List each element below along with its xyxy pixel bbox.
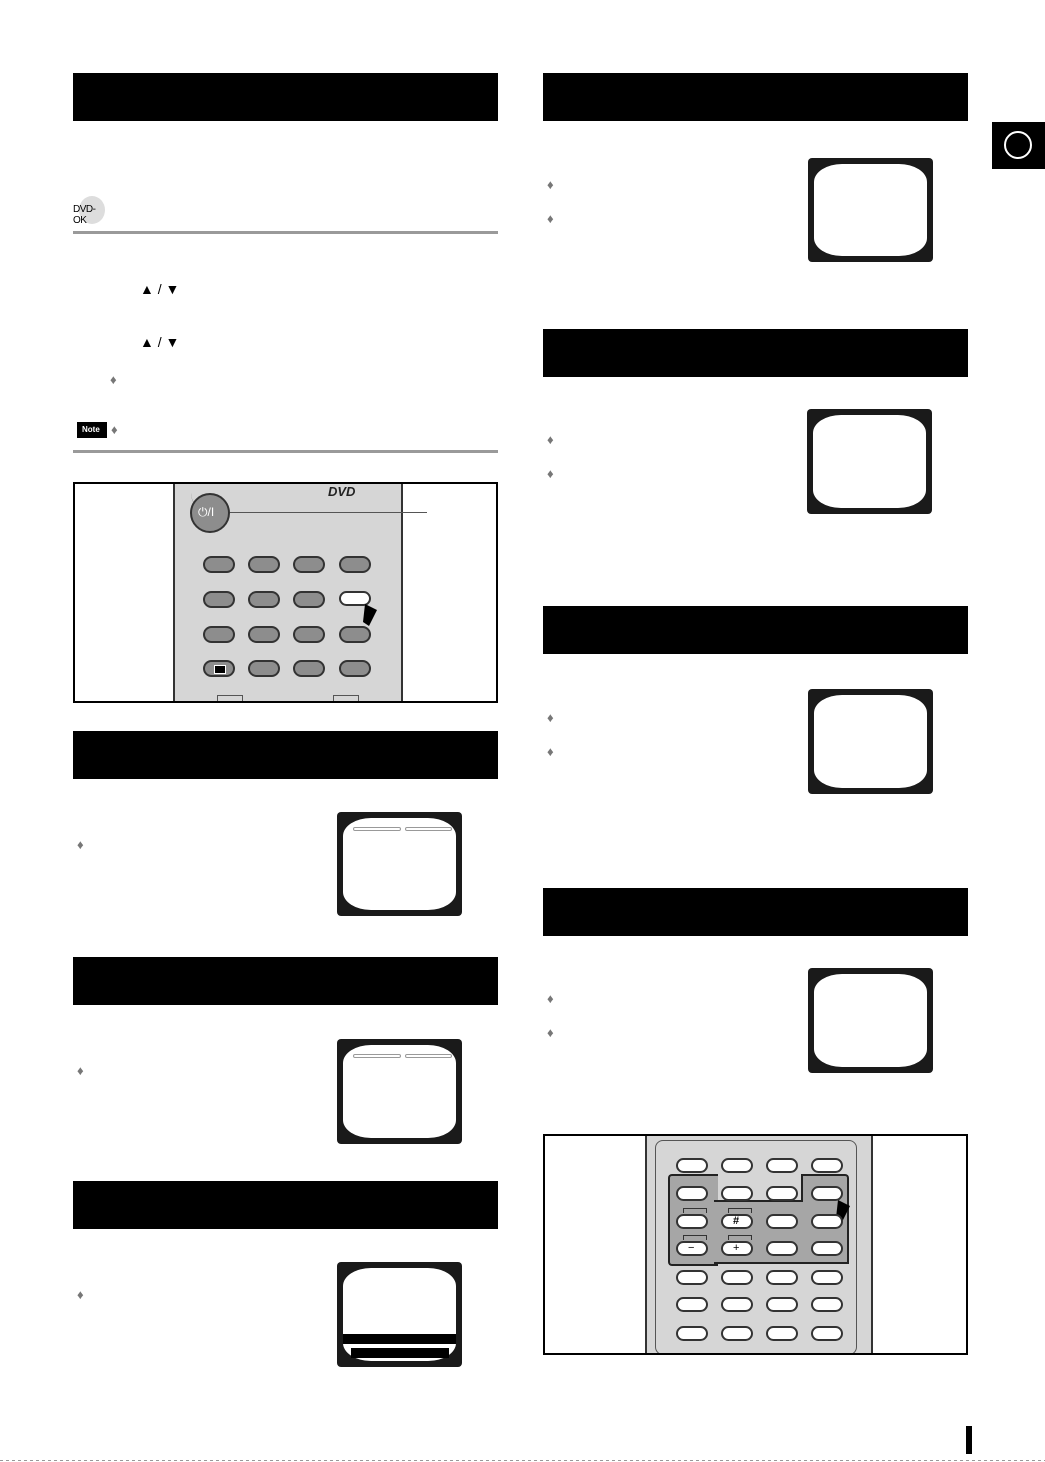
remote-button	[339, 556, 371, 573]
bullet-icon: ♦	[547, 177, 554, 192]
bracket-mark	[728, 1208, 752, 1213]
section-header-bar	[73, 1181, 498, 1229]
bullet-icon: ♦	[77, 837, 84, 852]
remote-slot	[217, 695, 243, 703]
remote-button	[766, 1214, 798, 1229]
remote-button	[811, 1297, 843, 1312]
tv-screen	[337, 1262, 462, 1367]
section-header-bar	[543, 606, 968, 654]
bullet-icon: ♦	[110, 372, 117, 387]
tv-screen	[337, 1039, 462, 1144]
remote-button	[721, 1186, 753, 1201]
remote-slot	[333, 695, 359, 703]
remote-button	[676, 1158, 708, 1173]
bracket-mark	[683, 1208, 707, 1213]
remote-button	[811, 1241, 843, 1256]
section-header-bar	[543, 73, 968, 121]
remote-button	[339, 660, 371, 677]
power-button	[190, 493, 230, 533]
dolby-icon	[214, 665, 226, 674]
dvd-ok-logo	[73, 196, 107, 226]
remote-illustration-top	[73, 482, 498, 703]
brand-logo-text: DVD	[328, 484, 356, 499]
remote-button	[676, 1214, 708, 1229]
remote-button	[203, 660, 235, 677]
osd-indicator	[405, 1054, 452, 1058]
hash-button	[721, 1214, 753, 1229]
bottom-dotted-rule	[0, 1460, 1045, 1461]
up-down-arrows-icon: ▲ / ▼	[140, 281, 180, 297]
osd-indicator	[353, 1054, 401, 1058]
remote-button	[203, 556, 235, 573]
remote-button	[766, 1297, 798, 1312]
bullet-icon: ♦	[547, 432, 554, 447]
dvd-ok-logo-text: DVD-OK	[73, 204, 96, 226]
hash-icon: #	[733, 1215, 740, 1227]
section-header-bar	[543, 888, 968, 936]
tv-screen	[807, 409, 932, 514]
section-header-bar	[73, 731, 498, 779]
bullet-icon: ♦	[547, 710, 554, 725]
bullet-icon: ♦	[547, 1025, 554, 1040]
remote-button	[766, 1270, 798, 1285]
plus-button	[721, 1241, 753, 1256]
section-header-bar	[543, 329, 968, 377]
tv-screen	[808, 689, 933, 794]
remote-button	[811, 1214, 843, 1229]
remote-button	[766, 1158, 798, 1173]
remote-button	[248, 626, 280, 643]
bracket-mark	[683, 1235, 707, 1240]
remote-button	[293, 591, 325, 608]
bullet-icon: ♦	[77, 1287, 84, 1302]
bullet-icon: ♦	[547, 991, 554, 1006]
section-header-bar	[73, 957, 498, 1005]
page-number-bar	[966, 1426, 972, 1454]
osd-indicator	[405, 827, 452, 831]
power-icon: ⏻/I	[198, 505, 215, 519]
remote-button	[676, 1270, 708, 1285]
remote-button	[721, 1158, 753, 1173]
remote-button	[203, 626, 235, 643]
highlighted-remote-button	[811, 1186, 843, 1201]
remote-button	[676, 1326, 708, 1341]
remote-illustration-bottom	[543, 1134, 968, 1355]
remote-button	[248, 556, 280, 573]
remote-button	[766, 1241, 798, 1256]
plus-icon: +	[733, 1242, 740, 1254]
remote-button	[721, 1297, 753, 1312]
bullet-icon: ♦	[77, 1063, 84, 1078]
bullet-icon: ♦	[547, 744, 554, 759]
osd-indicator	[353, 827, 401, 831]
divider-rule	[73, 231, 498, 234]
remote-button	[339, 626, 371, 643]
minus-icon: −	[688, 1242, 695, 1254]
remote-button	[811, 1158, 843, 1173]
minus-button	[676, 1241, 708, 1256]
bracket-mark	[728, 1235, 752, 1240]
remote-button	[248, 591, 280, 608]
remote-button	[293, 556, 325, 573]
remote-button	[811, 1270, 843, 1285]
bullet-icon: ♦	[547, 211, 554, 226]
remote-button	[676, 1186, 708, 1201]
language-tab	[992, 122, 1045, 169]
note-label: Note	[82, 425, 100, 434]
tv-screen	[337, 812, 462, 916]
osd-bar	[351, 1348, 449, 1358]
divider-rule	[73, 450, 498, 453]
remote-button	[721, 1270, 753, 1285]
bullet-icon: ♦	[547, 466, 554, 481]
press-pointer-icon	[363, 604, 377, 626]
tv-screen	[808, 158, 933, 262]
osd-bar	[343, 1334, 456, 1344]
remote-button	[203, 591, 235, 608]
remote-button	[811, 1326, 843, 1341]
remote-button	[676, 1297, 708, 1312]
highlight-edge	[801, 1174, 803, 1202]
note-badge	[77, 422, 107, 438]
remote-button	[721, 1326, 753, 1341]
section-header-bar	[73, 73, 498, 121]
tv-screen	[808, 968, 933, 1073]
remote-button	[293, 626, 325, 643]
bullet-icon: ♦	[111, 422, 118, 437]
remote-button	[766, 1326, 798, 1341]
remote-button	[766, 1186, 798, 1201]
remote-button	[248, 660, 280, 677]
remote-button	[293, 660, 325, 677]
up-down-arrows-icon: ▲ / ▼	[140, 334, 180, 350]
language-circle-icon	[1004, 131, 1032, 159]
